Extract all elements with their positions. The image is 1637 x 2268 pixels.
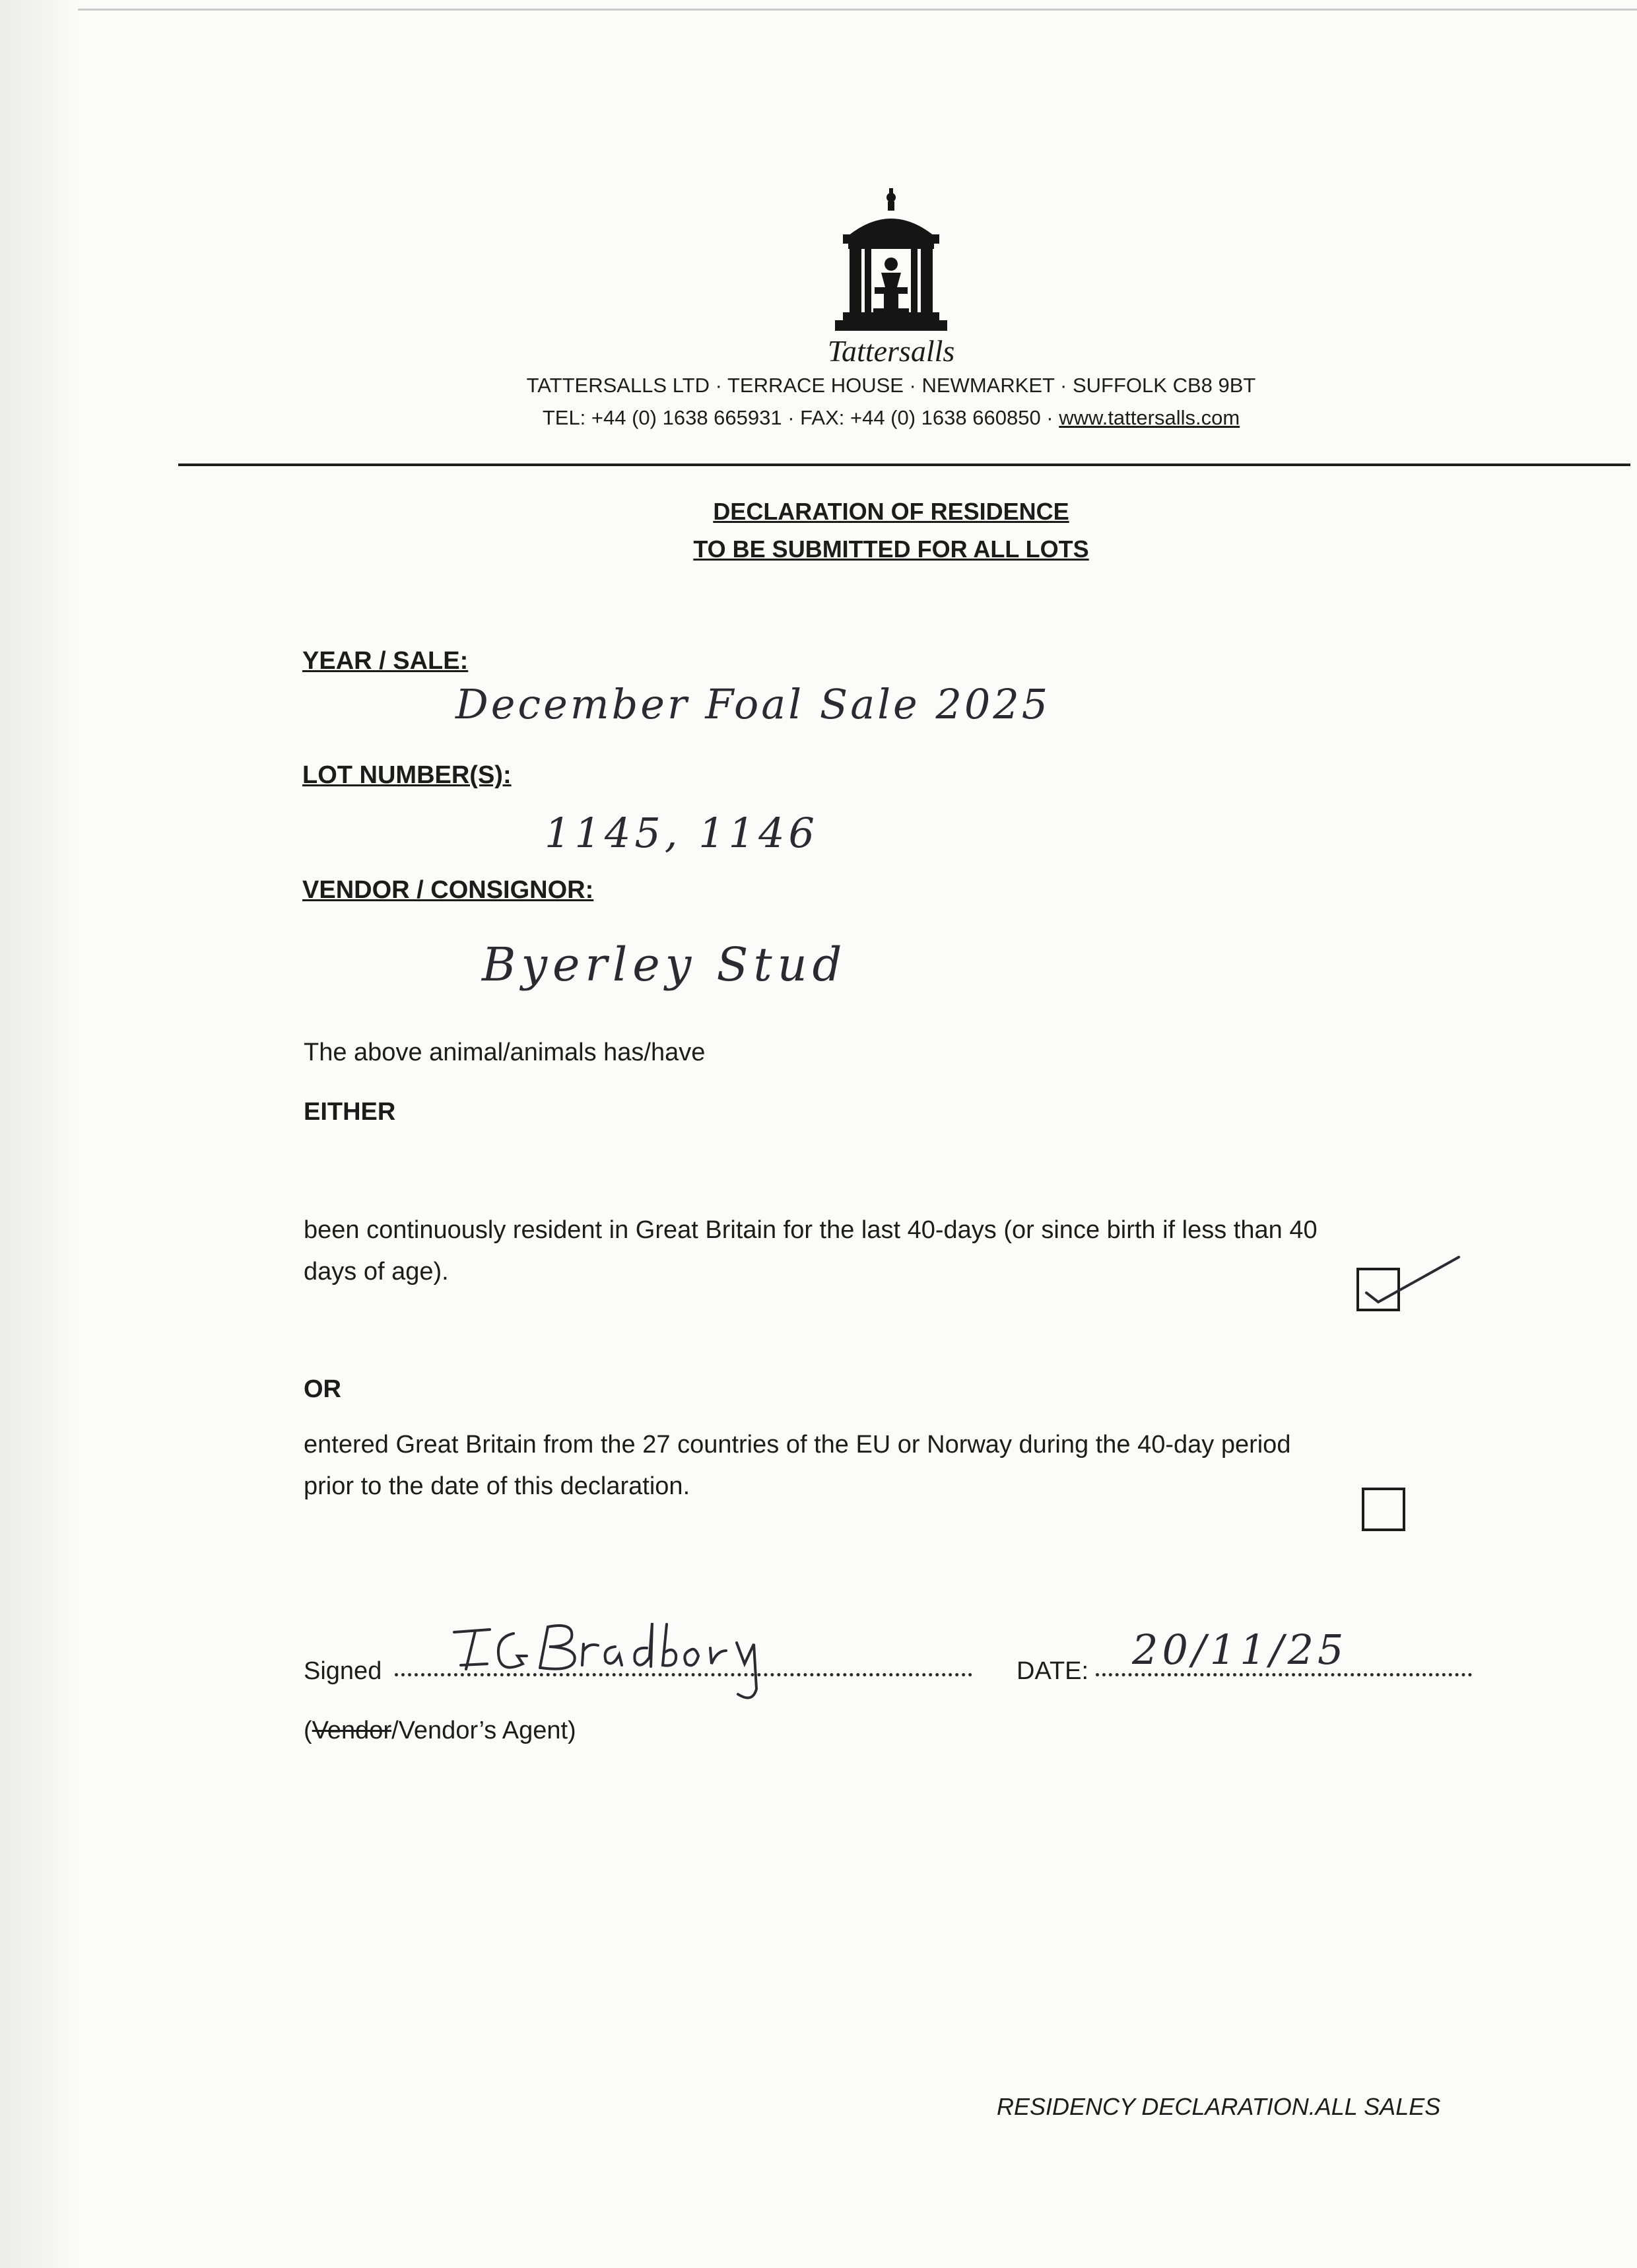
- statement-intro: The above animal/animals has/have: [304, 1039, 706, 1066]
- signatory-role: [304, 1717, 576, 1745]
- option2-text-line2: prior to the date of this declaration.: [304, 1472, 690, 1500]
- year-sale-value[interactable]: December Foal Sale 2025: [455, 680, 1051, 728]
- lot-numbers-value[interactable]: 1145, 1146: [545, 809, 818, 857]
- or-heading: OR: [304, 1375, 341, 1403]
- option1-text-line1: been continuously resident in Great Britain for the last 40-days (or since birth if less than 40: [304, 1216, 1318, 1244]
- lot-numbers-label: LOT NUMBER(S):: [302, 761, 512, 789]
- letterhead-rule: [178, 464, 1630, 466]
- form-footer: RESIDENCY DECLARATION.ALL SALES: [997, 2093, 1441, 2120]
- company-contact: [396, 406, 1386, 430]
- year-sale-label: YEAR / SALE:: [302, 647, 469, 675]
- form-subtitle: TO BE SUBMITTED FOR ALL LOTS: [693, 535, 1089, 563]
- brand-name: Tattersalls: [827, 334, 955, 368]
- date-label: DATE:: [1017, 1657, 1089, 1685]
- phone-fax: TEL: +44 (0) 1638 665931 · FAX: +44 (0) 1638 660850 ·: [542, 406, 1059, 429]
- checkmark-icon: [1353, 1241, 1465, 1314]
- vendor-label: VENDOR / CONSIGNOR:: [302, 876, 594, 904]
- signature-drawing: [449, 1618, 818, 1723]
- scan-edge-shadow: [0, 0, 78, 2268]
- tattersalls-logo-icon: [828, 188, 954, 337]
- either-heading: EITHER: [304, 1098, 396, 1126]
- vendor-value[interactable]: Byerley Stud: [482, 938, 848, 992]
- role-struck: Vendor: [312, 1717, 392, 1744]
- signed-label: Signed: [304, 1657, 382, 1685]
- company-address: TATTERSALLS LTD · TERRACE HOUSE · NEWMARKET · SUFFOLK CB8 9BT: [526, 374, 1256, 397]
- form-title: DECLARATION OF RESIDENCE: [713, 498, 1069, 525]
- scan-top-edge: [78, 9, 1637, 11]
- option2-text-line1: entered Great Britain from the 27 countries of the EU or Norway during the 40-day period: [304, 1431, 1291, 1459]
- role-rest: /Vendor’s Agent): [391, 1717, 576, 1744]
- website-link[interactable]: www.tattersalls.com: [1059, 406, 1240, 429]
- option1-text-line2: days of age).: [304, 1258, 449, 1286]
- role-open: (: [304, 1717, 312, 1744]
- date-value[interactable]: 20/11/25: [1132, 1626, 1348, 1674]
- option2-checkbox[interactable]: [1362, 1488, 1405, 1531]
